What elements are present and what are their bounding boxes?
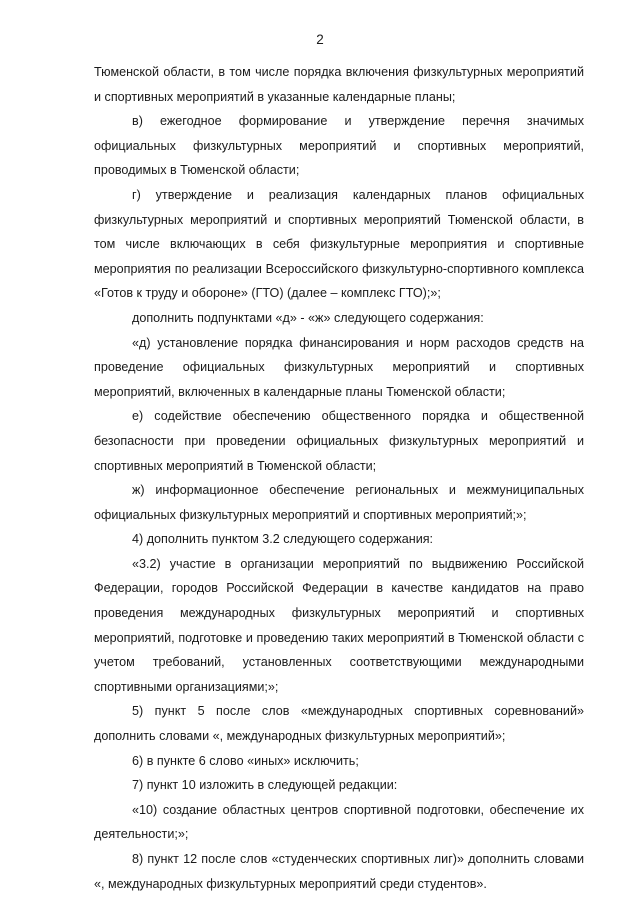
paragraph-item-5: 5) пункт 5 после слов «международных спортивных соревнований» дополнить словами «, международных физкультурных мероприятий»; bbox=[94, 704, 584, 744]
paragraph-add-subitems: дополнить подпунктами «д» - «ж» следующего содержания: bbox=[132, 310, 484, 325]
paragraph-item-4: 4) дополнить пунктом 3.2 следующего содержания: bbox=[132, 532, 434, 547]
paragraph-continuation: Тюменской области, в том числе порядка включения физкультурных мероприятий и спортивных мероприятий в указанные календарные планы; bbox=[94, 65, 584, 104]
paragraph-item-g: г) утверждение и реализация календарных планов официальных физкультурных мероприятий и спортивных мероприятий Тюменской области, в том числе включающих в себя физкультурные мероприятия и спортивные мероприятия по реализации Всероссийского физкультурно-спортивного комплекса «Готов к труду и обороне» (ГТО) (далее – комплекс ГТО);»; bbox=[94, 187, 584, 301]
paragraph-item-d: «д) установление порядка финансирования и норм расходов средств на проведение официальных физкультурных мероприятий и спортивных мероприятий, включенных в календарные планы Тюменской области; bbox=[94, 335, 584, 399]
paragraph-item-3-2: «3.2) участие в организации мероприятий по выдвижению Российской Федерации, городов Российской Федерации в качестве кандидатов на право проведения международных физкультурных мероприятий и спортивных мероприятий, подготовке и проведению таких мероприятий в Тюменской области с учетом требований, установленных соответствующими международными спортивными организациями;»; bbox=[94, 556, 584, 694]
paragraph-item-zh: ж) информационное обеспечение региональных и межмуниципальных официальных физкультурных мероприятий и спортивных мероприятий;»; bbox=[94, 483, 584, 522]
paragraph-item-v: в) ежегодное формирование и утверждение перечня значимых официальных физкультурных мероприятий и спортивных мероприятий, проводимых в Тюменской области; bbox=[94, 114, 584, 178]
page-number: 2 bbox=[316, 32, 324, 47]
paragraph-item-10: «10) создание областных центров спортивной подготовки, обеспечение их деятельности;»; bbox=[94, 802, 584, 842]
document-body bbox=[94, 60, 584, 896]
paragraph-item-6: 6) в пункте 6 слово «иных» исключить; bbox=[132, 753, 359, 768]
paragraph-item-8: 8) пункт 12 после слов «студенческих спортивных лиг)» дополнить словами «, международных физкультурных мероприятий среди студентов». bbox=[94, 852, 584, 891]
paragraph-item-e: е) содействие обеспечению общественного порядка и общественной безопасности при проведении официальных физкультурных мероприятий и спортивных мероприятий в Тюменской области; bbox=[94, 409, 584, 473]
paragraph-item-7: 7) пункт 10 изложить в следующей редакции: bbox=[132, 778, 398, 793]
